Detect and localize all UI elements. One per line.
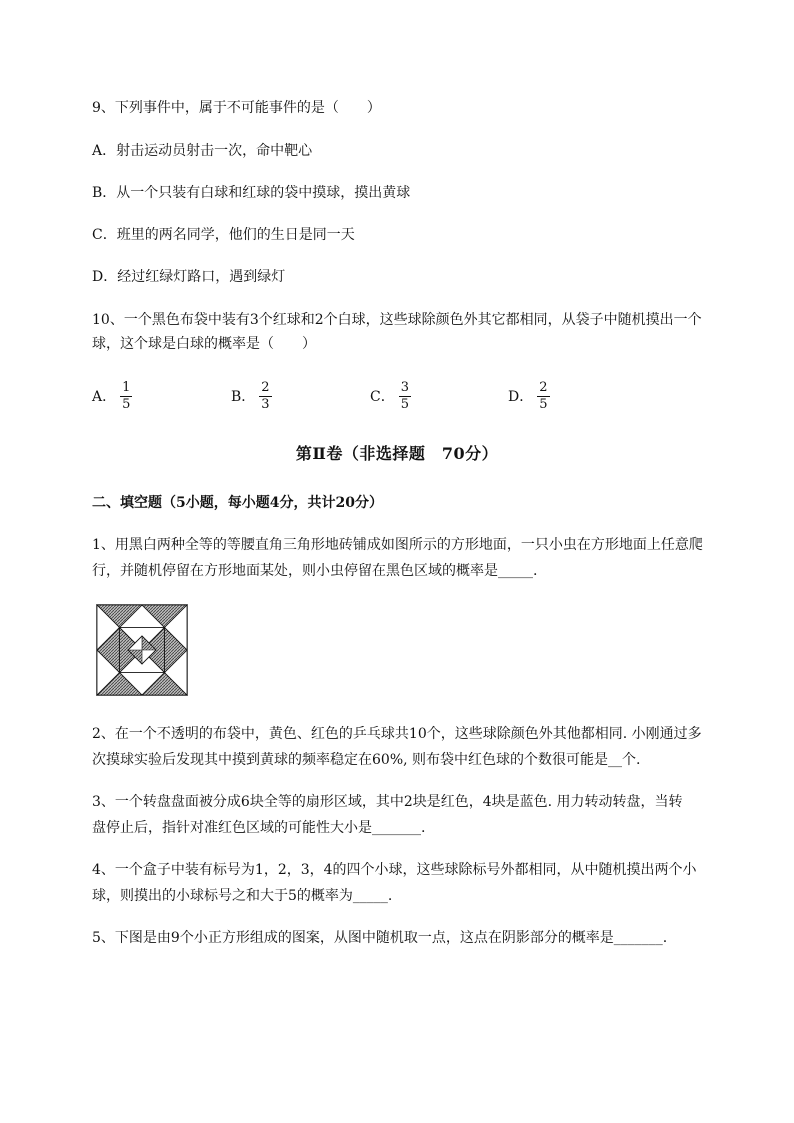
fraction [120,380,132,413]
question-10-option-d [508,374,550,418]
question-9-option-d: D．经过红绿灯路口，遇到绿灯 [92,269,286,285]
question-10-option-a [92,374,132,418]
question-10-options [92,374,612,418]
fill-question-5-line-1: 5、下图是由9个小正方形组成的图案，从图中随机取一点，这点在阴影部分的概率是_______. [92,930,668,946]
fill-question-1-line-1: 1、用黑白两种全等的等腰直角三角形地砖铺成如图所示的方形地面，一只小虫在方形地面上任意爬 [92,537,703,553]
fraction-denominator: 5 [400,396,409,412]
tile-pattern-figure [96,604,188,696]
fraction-numerator: 2 [539,379,548,395]
question-10-option-c [370,374,411,418]
question-9-option-b: B．从一个只装有白球和红球的袋中摸球，摸出黄球 [92,185,411,201]
fill-question-4-line-1: 4、一个盒子中装有标号为1，2，3，4的四个小球，这些球除标号外都相同，从中随机摸出两个小 [92,862,697,878]
fill-question-1-line-2: 行，并随机停留在方形地面某处，则小虫停留在黑色区域的概率是_____. [92,563,538,579]
option-label: D． [508,389,534,405]
fraction-numerator: 2 [261,379,270,395]
section-subtitle: 二、填空题（5小题，每小题4分，共计20分） [92,495,383,511]
question-9-stem: 9、下列事件中，属于不可能事件的是（ ） [92,100,381,116]
fill-question-4-line-2: 球，则摸出的小球标号之和大于5的概率为_____. [92,888,393,904]
fraction-denominator: 5 [122,396,131,412]
fraction-denominator: 3 [261,396,270,412]
fill-question-2-line-1: 2、在一个不透明的布袋中，黄色、红色的乒乓球共10个，这些球除颜色外其他都相同. 小刚通过多 [92,726,702,742]
option-label: C． [370,389,395,405]
fraction [399,380,411,413]
fraction-numerator: 1 [122,379,131,395]
fraction-numerator: 3 [400,379,409,395]
question-10-stem-line-1: 10、一个黑色布袋中装有3个红球和2个白球，这些球除颜色外其它都相同，从袋子中随机摸出一个 [92,312,702,328]
section-title: 第Ⅱ卷（非选择题 70分） [295,444,499,463]
fill-question-3-line-2: 盘停止后，指针对准红色区域的可能性大小是_______. [92,820,426,836]
fraction [259,380,271,413]
question-10-stem-line-2: 球，这个球是白球的概率是（ ） [92,336,316,352]
fill-question-2-line-2: 次摸球实验后发现其中摸到黄球的频率稳定在60%, 则布袋中红色球的个数很可能是__个. [92,752,641,768]
fraction [537,380,549,413]
fill-question-3-line-1: 3、一个转盘盘面被分成6块全等的扇形区域，其中2块是红色，4块是蓝色. 用力转动转盘，当转 [92,794,683,810]
question-9-option-c: C．班里的两名同学，他们的生日是同一天 [92,227,355,243]
question-10-option-b [231,374,272,418]
option-label: A． [92,389,117,405]
fraction-denominator: 5 [539,396,548,412]
question-9-option-a: A．射击运动员射击一次，命中靶心 [92,143,313,159]
option-label: B． [231,389,256,405]
